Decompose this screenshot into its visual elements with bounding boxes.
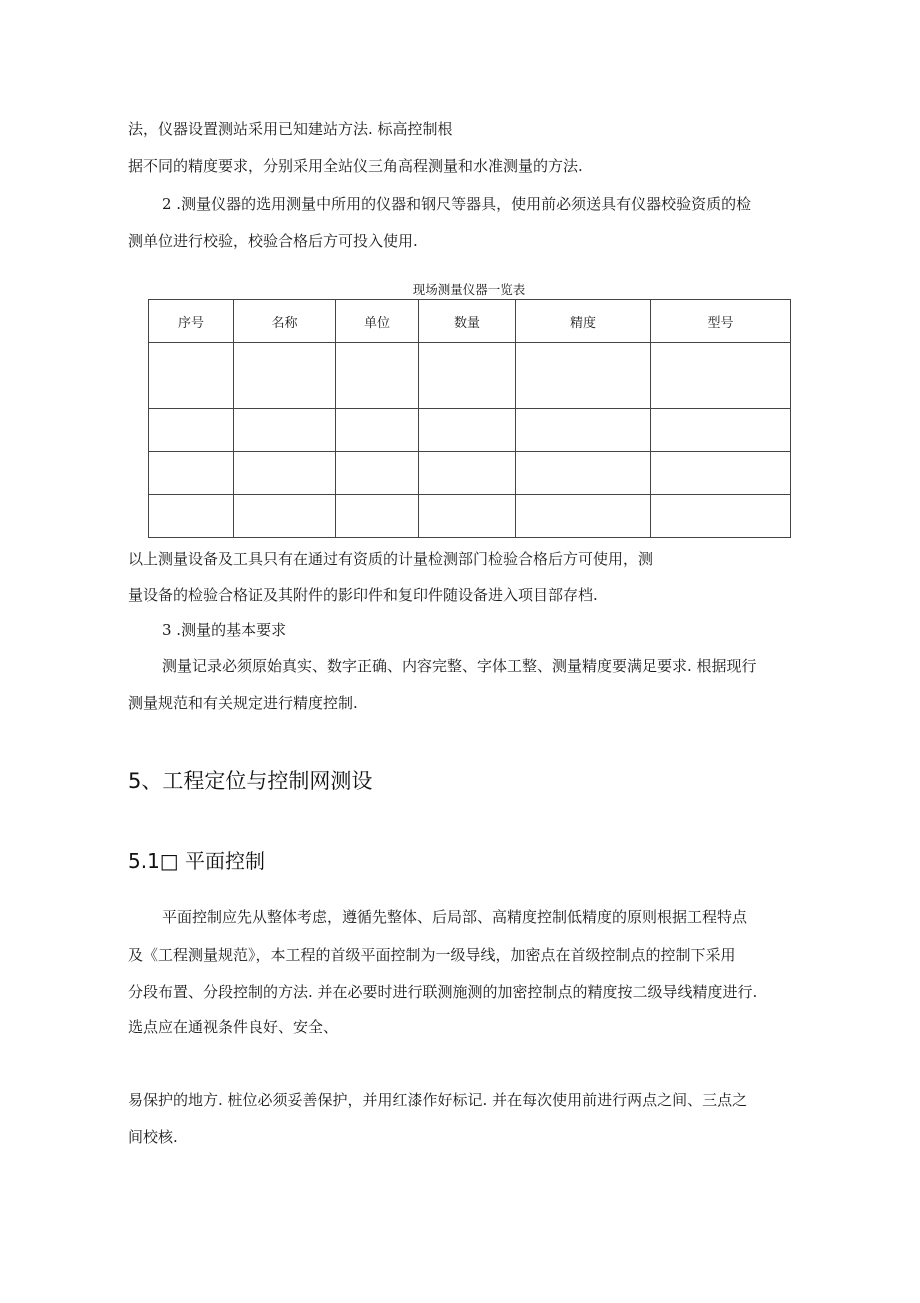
paragraph-line: 量设备的检验合格证及其附件的影印件和复印件随设备进入项目部存档.	[128, 586, 598, 604]
paragraph-line: 测单位进行校验，校验合格后方可投入使用.	[128, 232, 418, 250]
paragraph-line: 测量规范和有关规定进行精度控制.	[128, 694, 358, 712]
paragraph-line: 3 .测量的基本要求	[162, 621, 287, 639]
column-header-quantity: 数量	[419, 300, 516, 343]
paragraph-line: 法，仪器设置测站采用已知建站方法. 标高控制根	[128, 120, 453, 138]
table-cell	[516, 452, 651, 495]
paragraph-line: 2 .测量仪器的选用测量中所用的仪器和钢尺等器具，使用前必须送具有仪器校验资质的检	[162, 195, 752, 213]
column-header-precision: 精度	[516, 300, 651, 343]
table-cell	[336, 452, 419, 495]
table-row	[149, 495, 791, 538]
table-cell	[651, 495, 791, 538]
table-cell	[234, 452, 336, 495]
column-header-index: 序号	[149, 300, 234, 343]
table-row	[149, 409, 791, 452]
table-cell	[651, 452, 791, 495]
subsection-heading: 5.1□ 平面控制	[128, 849, 266, 873]
paragraph-line: 间校核.	[128, 1128, 178, 1146]
table-cell	[419, 343, 516, 409]
table-cell	[651, 343, 791, 409]
table-header-row	[149, 300, 791, 343]
table-cell	[419, 452, 516, 495]
table-cell	[149, 495, 234, 538]
column-header-name: 名称	[234, 300, 336, 343]
table-cell	[516, 409, 651, 452]
paragraph-line: 以上测量设备及工具只有在通过有资质的计量检测部门检验合格后方可使用，测	[128, 550, 654, 568]
paragraph-line: 据不同的精度要求，分别采用全站仪三角高程测量和水准测量的方法.	[128, 157, 583, 175]
table-cell	[419, 495, 516, 538]
section-heading: 5、工程定位与控制网测设	[128, 769, 373, 793]
table-cell	[336, 495, 419, 538]
paragraph-line: 易保护的地方. 桩位必须妥善保护，并用红漆作好标记. 并在每次使用前进行两点之间、三点之	[128, 1091, 748, 1109]
paragraph-line: 测量记录必须原始真实、数字正确、内容完整、字体工整、测量精度要满足要求. 根据现行	[162, 657, 757, 675]
table-cell	[419, 409, 516, 452]
instrument-table	[148, 299, 791, 538]
table-cell	[234, 495, 336, 538]
table-cell	[149, 343, 234, 409]
table-row	[149, 452, 791, 495]
table-cell	[516, 495, 651, 538]
table-cell	[234, 409, 336, 452]
table-cell	[336, 343, 419, 409]
paragraph-line: 选点应在通视条件良好、安全、	[128, 1018, 339, 1036]
table-row	[149, 343, 791, 409]
table-cell	[149, 452, 234, 495]
paragraph-line: 分段布置、分段控制的方法. 并在必要时进行联测施测的加密控制点的精度按二级导线精度进行.	[128, 983, 758, 1001]
table-cell	[149, 409, 234, 452]
table-cell	[516, 343, 651, 409]
table-cell	[651, 409, 791, 452]
table-caption: 现场测量仪器一览表	[412, 282, 526, 297]
column-header-model: 型号	[651, 300, 791, 343]
paragraph-line: 平面控制应先从整体考虑，遵循先整体、后局部、高精度控制低精度的原则根据工程特点	[162, 908, 748, 926]
table-cell	[234, 343, 336, 409]
column-header-unit: 单位	[336, 300, 419, 343]
table-cell	[336, 409, 419, 452]
paragraph-line: 及《工程测量规范》，本工程的首级平面控制为一级导线，加密点在首级控制点的控制下采用	[128, 946, 736, 964]
